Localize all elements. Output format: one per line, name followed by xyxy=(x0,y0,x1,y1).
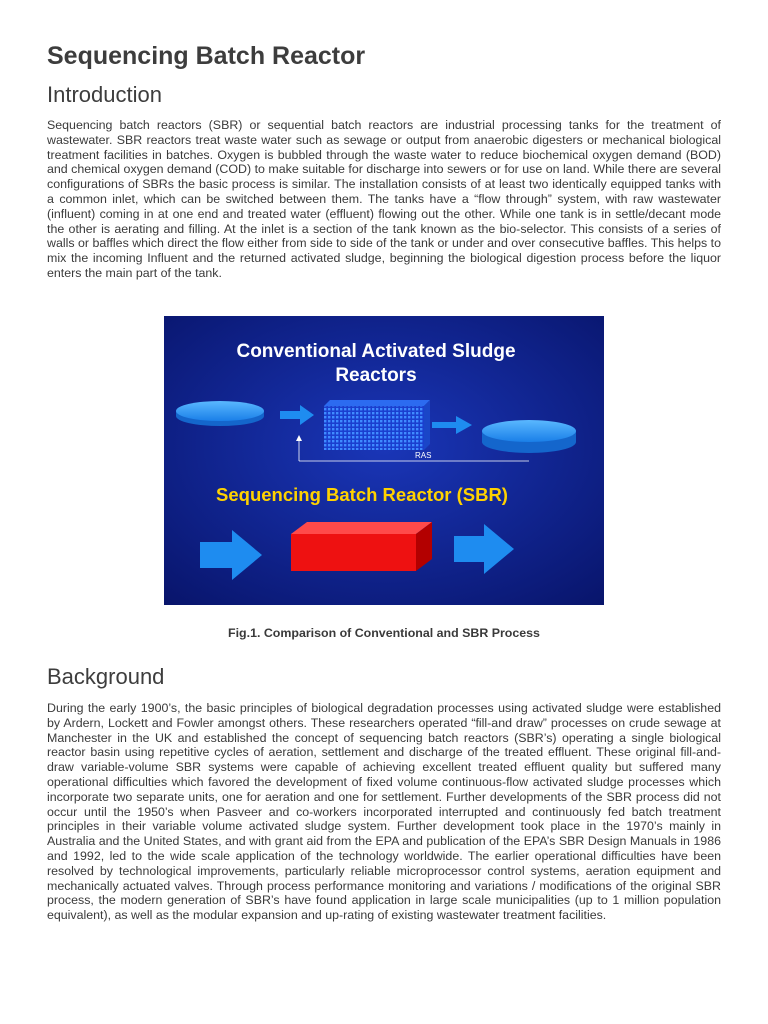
aeration-tank xyxy=(324,400,430,450)
sbr-title: Sequencing Batch Reactor (SBR) xyxy=(216,484,508,505)
ras-label: RAS xyxy=(415,451,432,460)
sbr-reactor-block xyxy=(291,522,432,571)
background-paragraph: During the early 1900’s, the basic principles of biological degradation processes using activated sludge were established by Ardern, Lockett and Fowler amongst others. These researchers operated “fill-and draw” processes on crude sewage at Manchester in the UK and established the concept of sequencing batch reactors (SBR’s) operating a single biological reactor basin using repetitive cycles of aeration, settlement and discharge of the treated effluent. These original fill-and-draw variable-volume SBR systems were capable of achieving excellent treated effluent quality but suffered many operational difficulties which favored the development of fixed volume continuous-flow activated sludge processes which incorporate two separate units, one for aeration and one for settlement. Further developments of the SBR process did not occur until the 1950’s when Pasveer and co-workers incorporated interrupted and continuously fed batch treatment principles in their variable volume activated sludge system. Further development took place in the 1970’s mainly in Australia and the United States, and with grant aid from the EPA and publication of the EPA’s SBR Design Manuals in 1986 and 1992, led to the wide scale application of the technology worldwide. The earlier operational difficulties have been resolved by technological improvements, particularly reliable microprocessor control systems, aeration equipment and mechanically actuated valves. Through process performance monitoring and variations / modifications of the original SBR process, the modern generation of SBR’s have found application in large scale municipalities (up to 1 million population equivalent), as well as the modular expansion and up-rating of existing wastewater treatment facilities. xyxy=(47,701,721,923)
figure-title-line1: Conventional Activated Sludge xyxy=(236,341,516,362)
intro-paragraph: Sequencing batch reactors (SBR) or sequential batch reactors are industrial processing tanks for the treatment of wastewater. SBR reactors treat waste water such as sewage or output from anaerobic digesters or mechanical biological treatment facilities in batches. Oxygen is bubbled through the waste water to reduce biochemical oxygen demand (BOD) and chemical oxygen demand (COD) to make suitable for discharge into sewers or for use on land. While there are several configurations of SBRs the basic process is similar. The installation consists of at least two identically equipped tanks with a common inlet, which can be switched between them. The tanks have a “flow through” system, with raw wastewater (influent) coming in at one end and treated water (effluent) flowing out the other. While one tank is in settle/decant mode the other is aerating and filling. At the inlet is a section of the tank known as the bio-selector. This consists of a series of walls or baffles which direct the flow either from side to side of the tank or under and over consecutive baffles. This helps to mix the incoming Influent and the returned activated sludge, beginning the biological digestion process before the liquor enters the main part of the tank. xyxy=(47,118,721,280)
figure-caption: Fig.1. Comparison of Conventional and SBR Process xyxy=(228,626,540,640)
figure-illustration xyxy=(164,316,604,605)
intro-heading: Introduction xyxy=(47,82,162,107)
clarifier-tank xyxy=(482,420,576,453)
figure-title-line2: Reactors xyxy=(335,365,417,386)
process-comparison-figure xyxy=(164,316,604,605)
page-title: Sequencing Batch Reactor xyxy=(47,42,366,70)
influent-tank xyxy=(176,401,264,426)
background-heading: Background xyxy=(47,664,165,689)
